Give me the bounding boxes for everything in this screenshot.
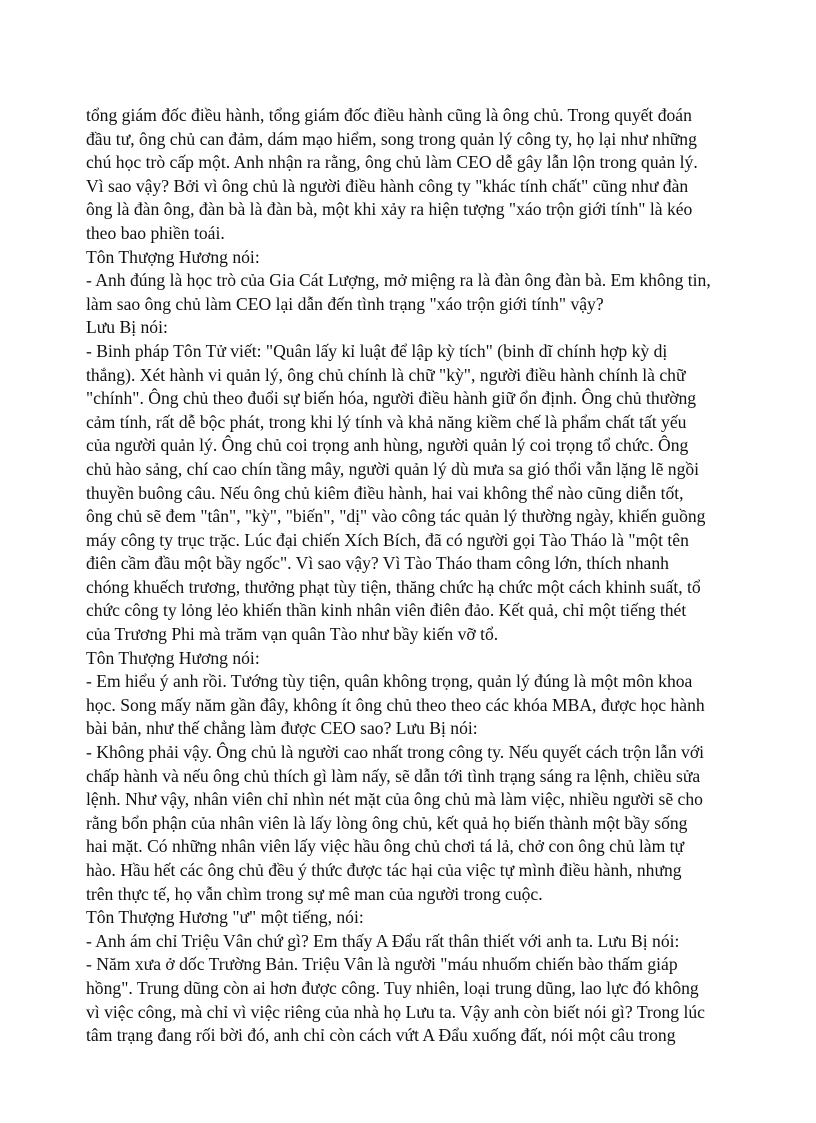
text-line: tổng giám đốc điều hành, tổng giám đốc điều hành cũng là ông chủ. Trong quyết đoán xyxy=(86,105,692,125)
text-line: - Anh ám chỉ Triệu Vân chứ gì? Em thấy A Đẩu rất thân thiết với anh ta. Lưu Bị nói: xyxy=(86,930,680,951)
text-line: hồng". Trung dũng còn ai hơn được công. Tuy nhiên, loại trung dũng, lao lực đó không xyxy=(86,977,699,998)
text-line: rằng bổn phận của nhân viên là lấy lòng ông chủ, kết quả họ biến thành một bầy sống xyxy=(86,812,688,833)
text-line: ông chủ sẽ đem "tân", "kỳ", "biến", "dị" vào công tác quản lý thường ngày, khiến guồng xyxy=(86,506,706,527)
body-text xyxy=(86,104,746,1048)
text-line: máy công ty trục trặc. Lúc đại chiến Xích Bích, đã có người gọi Tào Tháo là "một tên xyxy=(86,529,689,550)
text-line: thắng). Xét hành vi quản lý, ông chủ chính là chữ "kỳ", người điều hành chính là chữ xyxy=(86,364,686,385)
text-line: hào. Hầu hết các ông chủ đều ý thức được tác hại của việc tự mình điều hành, nhưng xyxy=(86,860,682,880)
text-line: chóng khuếch trương, thưởng phạt tùy tiện, thăng chức hạ chức một cách khinh suất, tổ xyxy=(86,576,701,597)
speaker-line: Tôn Thượng Hương nói: xyxy=(86,246,260,267)
text-line: Vì sao vậy? Bởi vì ông chủ là người điều hành công ty "khác tính chất" cũng như đàn xyxy=(86,175,689,196)
text-line: đầu tư, ông chủ can đảm, dám mạo hiểm, song trong quản lý công ty, họ lại như những xyxy=(86,128,697,149)
text-line: chú học trò cấp một. Anh nhận ra rằng, ông chủ làm CEO dễ gây lẫn lộn trong quản lý. xyxy=(86,152,698,173)
text-line: "chính". Ông chủ theo đuổi sự biến hóa, người điều hành giữ ổn định. Ông chủ thường xyxy=(86,388,697,409)
text-line: chủ hào sảng, chí cao chín tầng mây, người quản lý dù mưa sa gió thổi vẫn lặng lẽ ngồi xyxy=(86,458,700,479)
text-line: - Không phải vậy. Ông chủ là người cao nhất trong công ty. Nếu quyết cách trộn lẫn với xyxy=(86,742,705,763)
text-line: của người quản lý. Ông chủ coi trọng anh hùng, người quản lý coi trọng tổ chức. Ông xyxy=(86,435,689,456)
text-line: chức công ty lỏng lẻo khiến thần kinh nhân viên điên đảo. Kết quả, chỉ một tiếng thét xyxy=(86,600,687,621)
text-line: - Anh đúng là học trò của Gia Cát Lượng, mở miệng ra là đàn ông đàn bà. Em không tin, xyxy=(86,270,711,291)
speaker-line: Tôn Thượng Hương nói: xyxy=(86,647,260,668)
text-line: lệnh. Như vậy, nhân viên chỉ nhìn nét mặt của ông chủ mà làm việc, nhiều người sẽ cho xyxy=(86,789,703,810)
text-line: thuyền buông câu. Nếu ông chủ kiêm điều hành, hai vai không thể nào cũng diễn tốt, xyxy=(86,482,684,503)
text-line: - Năm xưa ở dốc Trường Bản. Triệu Vân là người "máu nhuốm chiến bào thấm giáp xyxy=(86,954,678,975)
text-line: ông là đàn ông, đàn bà là đàn bà, một khi xảy ra hiện tượng "xáo trộn giới tính" là kéo xyxy=(86,199,693,220)
text-line: điên cầm đầu một bầy ngốc". Vì sao vậy? Vì Tào Tháo tham công lớn, thích nhanh xyxy=(86,553,669,574)
speaker-line: Lưu Bị nói: xyxy=(86,317,168,338)
text-line: hai mặt. Có những nhân viên lấy việc hầu ông chủ chơi tá lả, chở con ông chủ làm tự xyxy=(86,836,685,857)
text-line: học. Song mấy năm gần đây, không ít ông chủ theo theo các khóa MBA, được học hành xyxy=(86,694,705,715)
text-line: vì việc công, mà chỉ vì việc riêng của nhà họ Lưu ta. Vậy anh còn biết nói gì? Trong lúc xyxy=(86,1001,705,1022)
text-line: - Em hiểu ý anh rồi. Tướng tùy tiện, quân không trọng, quản lý đúng là một môn khoa xyxy=(86,671,693,692)
text-line: cảm tính, rất dễ bộc phát, trong khi lý tính và khả năng kiềm chế là phẩm chất tất yếu xyxy=(86,411,687,432)
text-line: chấp hành và nếu ông chủ thích gì làm nấy, sẽ dẫn tới tình trạng sáng ra lệnh, chiều sửa xyxy=(86,765,701,786)
speaker-line: Tôn Thượng Hương "ư" một tiếng, nói: xyxy=(86,907,364,928)
text-line: làm sao ông chủ làm CEO lại dẫn đến tình trạng "xáo trộn giới tính" vậy? xyxy=(86,293,604,314)
text-line: tâm trạng đang rối bời đó, anh chỉ còn cách vứt A Đẩu xuống đất, nói một câu trong xyxy=(86,1025,676,1046)
text-line: theo bao phiền toái. xyxy=(86,222,225,243)
text-line: bài bản, như thế chẳng làm được CEO sao? Lưu Bị nói: xyxy=(86,718,478,739)
text-line: trên thực tế, họ vẫn chìm trong sự mê man của người trong cuộc. xyxy=(86,883,543,904)
text-line: của Trương Phi mà trăm vạn quân Tào như bầy kiến vỡ tổ. xyxy=(86,624,499,645)
text-line: - Binh pháp Tôn Tử viết: "Quân lấy kỉ luật để lập kỳ tích" (binh dĩ chính hợp kỳ dị xyxy=(86,340,668,361)
